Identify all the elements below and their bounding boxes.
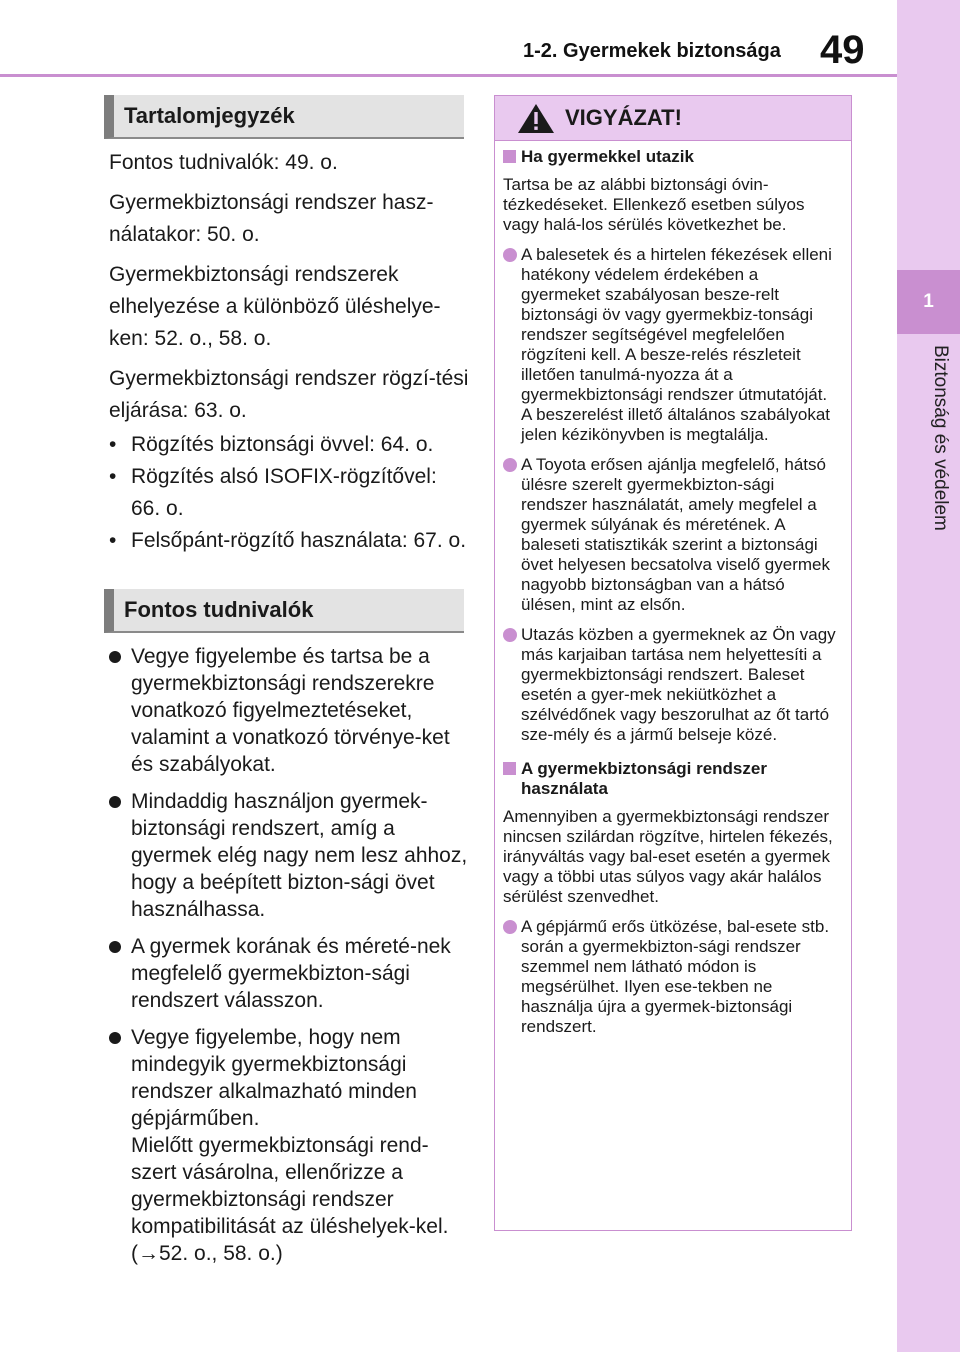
section-title: 1-2. Gyermekek biztonsága xyxy=(523,40,781,62)
toc-sub-entry: • Felsőpánt-rögzítő használata: 67. o. xyxy=(109,529,467,552)
chapter-label: Biztonság és védelem xyxy=(930,345,951,531)
page-number: 49 xyxy=(820,28,865,72)
warning-triangle-icon xyxy=(517,102,555,134)
square-bullet-icon xyxy=(503,762,516,775)
warning-intro: Amennyiben a gyermekbiztonsági rendszer nincsen szilárdan rögzítve, hirtelen fékezés, irányváltás vagy bal-eset esetén a gyermek vagy a többi utas súlyos vagy akár halálos sérülést szenvedhet. xyxy=(503,807,833,906)
list-item: Mindaddig használjon gyermek-biztonsági rendszert, amíg a gyermek elég nagy nem lesz ahhoz, hogy a beépített bizton-sági övet használhassa. xyxy=(109,788,469,923)
important-title: Fontos tudnivalók xyxy=(104,589,464,633)
warning-header xyxy=(495,96,851,141)
circle-bullet-icon xyxy=(503,248,517,262)
bullet-icon xyxy=(109,796,121,808)
toc-list xyxy=(109,147,469,557)
list-item-continuation: Mielőtt gyermekbiztonsági rend-szert vásárolna, ellenőrizze a gyermekbiztonsági rendszer kompatibilitását az üléshelyek-kel. (→52. o., 58. o.) xyxy=(131,1134,449,1265)
bullet-icon xyxy=(109,941,121,953)
toc-entry: Gyermekbiztonsági rendszer rögzí-tési eljárása: 63. o. xyxy=(109,367,469,422)
warning-item: Utazás közben a gyermeknek az Ön vagy más karjaiban tartása nem helyettesíti a gyermekbiztonsági rendszert. Baleset esetén a gyer-mek nekiütközhet a szélvédőnek vagy beszorulhat az őt tartó sze-mély és a jármű belseje közé. xyxy=(503,625,841,745)
bullet-icon xyxy=(109,1032,121,1044)
list-item: A gyermek korának és méreté-nek megfelelő gyermekbizton-sági rendszert válasszon. xyxy=(109,933,469,1014)
toc-entry: Gyermekbiztonsági rendszer hasz-nálatakor: 50. o. xyxy=(109,191,434,246)
warning-section-heading: Ha gyermekkel utazik xyxy=(503,147,841,167)
toc-sub-entry: • Rögzítés alsó ISOFIX-rögzítővel: 66. o. xyxy=(109,465,437,520)
warning-intro: Tartsa be az alábbi biztonsági óvin-tézkedéseket. Ellenkező esetben súlyos vagy halá-los sérülés következhet be. xyxy=(503,175,805,234)
circle-bullet-icon xyxy=(503,920,517,934)
important-list xyxy=(109,643,469,1277)
bullet-icon xyxy=(109,651,121,663)
list-item: Vegye figyelembe és tartsa be a gyermekbiztonsági rendszerekre vonatkozó figyelmeztetéseket, valamint a vonatkozó törvénye-ket és szabályokat. xyxy=(109,643,469,778)
chapter-number: 1 xyxy=(897,270,960,334)
circle-bullet-icon xyxy=(503,458,517,472)
list-item: Vegye figyelembe, hogy nem mindegyik gyermekbiztonsági rendszer alkalmazható minden gépjárműben. xyxy=(109,1024,469,1132)
warning-box xyxy=(494,95,852,1231)
toc-entry: Fontos tudnivalók: 49. o. xyxy=(109,151,338,174)
warning-item: A Toyota erősen ajánlja megfelelő, hátsó ülésre szerelt gyermekbizton-sági rendszer használatát, amely megfelel a gyermek súlyának és méretének. A baleseti statisztikák szerint a biztonsági övet helyesen becsatolva viselő gyermek nagyobb biztonságban van a hátsó ülésen, mint az elsőn. xyxy=(503,455,841,615)
toc-sub-entry: • Rögzítés biztonsági övvel: 64. o. xyxy=(109,433,434,456)
chapter-side-tab xyxy=(897,0,960,1352)
square-bullet-icon xyxy=(503,150,516,163)
warning-section-heading: A gyermekbiztonsági rendszer használata xyxy=(503,759,841,799)
header-divider xyxy=(0,74,897,77)
warning-item: A balesetek és a hirtelen fékezések elleni hatékony védelem érdekében a gyermeket szabályosan besze-relt biztonsági öv vagy gyermekbiz-tonsági rendszer segítségével megfelelően rögzíteni kell. A besze-relés részleteit illetően tanulmá-nyozza át a gyermekbiztonsági rendszer útmutatóját. A beszerelést illető általános szabályokat jelen kézikönyvben is megtalálja. xyxy=(503,245,841,445)
toc-title: Tartalomjegyzék xyxy=(104,95,464,139)
warning-item: A gépjármű erős ütközése, bal-esete stb. során a gyermekbizton-sági rendszer szemmel nem látható módon is megsérülhet. Ilyen ese-tekben ne használja újra a gyermek-biztonsági rendszert. xyxy=(503,917,841,1037)
warning-title: VIGYÁZAT! xyxy=(565,105,682,130)
circle-bullet-icon xyxy=(503,628,517,642)
toc-entry: Gyermekbiztonsági rendszerek elhelyezése a különböző üléshelye-ken: 52. o., 58. o. xyxy=(109,263,441,350)
